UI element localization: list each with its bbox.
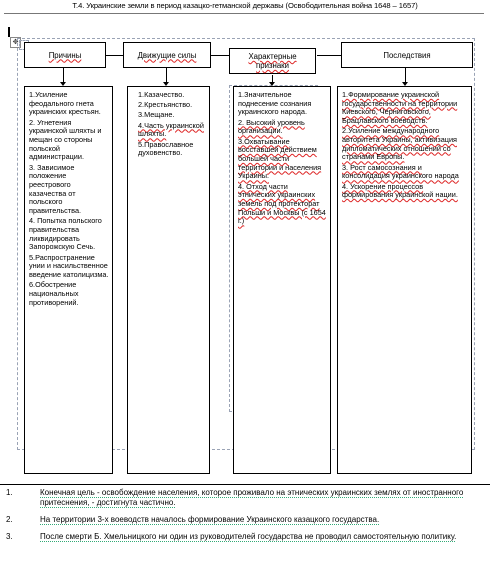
list-item: 1.Усиление феодального гнета украинских крестьян. (29, 90, 101, 117)
list-item: 2.Усиление международного авторитета Украины, активизация дипломатических отношений со странами Европы. (342, 126, 457, 162)
list-item: 3.Мещане. (138, 110, 175, 120)
notes-rule (0, 484, 490, 485)
list-item: 3. Рост самосознания и консолидация украинского народа (342, 162, 459, 181)
note-text: Конечная цель - освобождение населения, которое проживало на этнических украинских землях от иностранного притеснения, - достигнута частично. (40, 488, 464, 507)
header-causes (24, 42, 106, 68)
list-item: 3. Зависимое положение реестрового казачества от польского правительства. (29, 162, 82, 216)
list-item: 4. Ускорение процессов формирования украинской нации. (342, 181, 458, 200)
header-characteristics (229, 48, 316, 74)
arrow-consequences (405, 67, 406, 82)
list-item: 4. Отход части этнических украинских земель под протекторат Польши и Москвы (с 1654 г.) (238, 181, 326, 226)
list-item: 4. Попытка польского правительства ликвидировать Запорожскую Сечь. (29, 216, 102, 252)
list-item: 5.Православное духовенство. (138, 139, 194, 158)
text-cursor (8, 27, 10, 37)
note-item (0, 488, 486, 508)
list-item: 3.Охватывание восставшей действием большей части территории и населения Украины. (238, 136, 322, 181)
header-consequences (341, 42, 473, 68)
list-item: 1.Казачество. (138, 90, 185, 99)
list-item: 2. Высокий уровень организации. (238, 117, 305, 136)
column-characteristics (233, 86, 331, 474)
arrow-driving-forces (166, 67, 167, 82)
column-causes (24, 86, 113, 474)
header-driving-forces (123, 42, 211, 68)
note-number: 1. (6, 488, 13, 497)
note-number: 3. (6, 532, 13, 541)
notes-section (0, 488, 486, 549)
connector-3 (317, 55, 341, 56)
list-item: 2. Угнетения украинской шляхты и мещан со стороны польской администрации. (29, 117, 102, 162)
arrow-characteristics (272, 75, 273, 82)
note-number: 2. (6, 515, 13, 524)
list-item: 6.Обострение национальных противорений. (29, 280, 79, 307)
arrow-causes (63, 67, 64, 82)
move-anchor-icon[interactable]: ✥ (10, 37, 21, 48)
note-text: На территории 3-х воеводств началось формирование Украинского казацкого государства. (40, 515, 380, 524)
note-item (0, 515, 486, 525)
connector-2 (210, 55, 229, 56)
list-item: 5.Распространение унии и насильственное введение католицизма. (29, 252, 109, 280)
connector-1 (105, 55, 123, 56)
column-driving-forces (127, 86, 210, 474)
header-causes-label: Причины (48, 50, 82, 60)
column-consequences (337, 86, 472, 474)
list-item: 1.Значительное поднесение сознания украинского народа. (238, 90, 312, 117)
header-consequences-label: Последствия (383, 50, 431, 60)
page-title: Т.4. Украинские земли в период казацко-гетманской державы (Освободительная война 1648 – 1657) (72, 1, 418, 10)
list-item: 2.Крестьянство. (138, 100, 193, 110)
note-text: После смерти Б. Хмельницкого ни один из руководителей государства не проводил самостоятельную политику. (40, 532, 457, 541)
header-rule (4, 13, 484, 14)
list-item: 1.Формирование украинской государственности на территории Киевского, Черниговского, Брацлавского воеводств. (342, 90, 458, 126)
header-driving-forces-label: Движущие силы (137, 50, 197, 60)
header-characteristics-label: Характерные признаки (248, 52, 297, 70)
note-item (0, 532, 486, 542)
list-item: 4.Часть украинской шляхты. (138, 120, 204, 139)
